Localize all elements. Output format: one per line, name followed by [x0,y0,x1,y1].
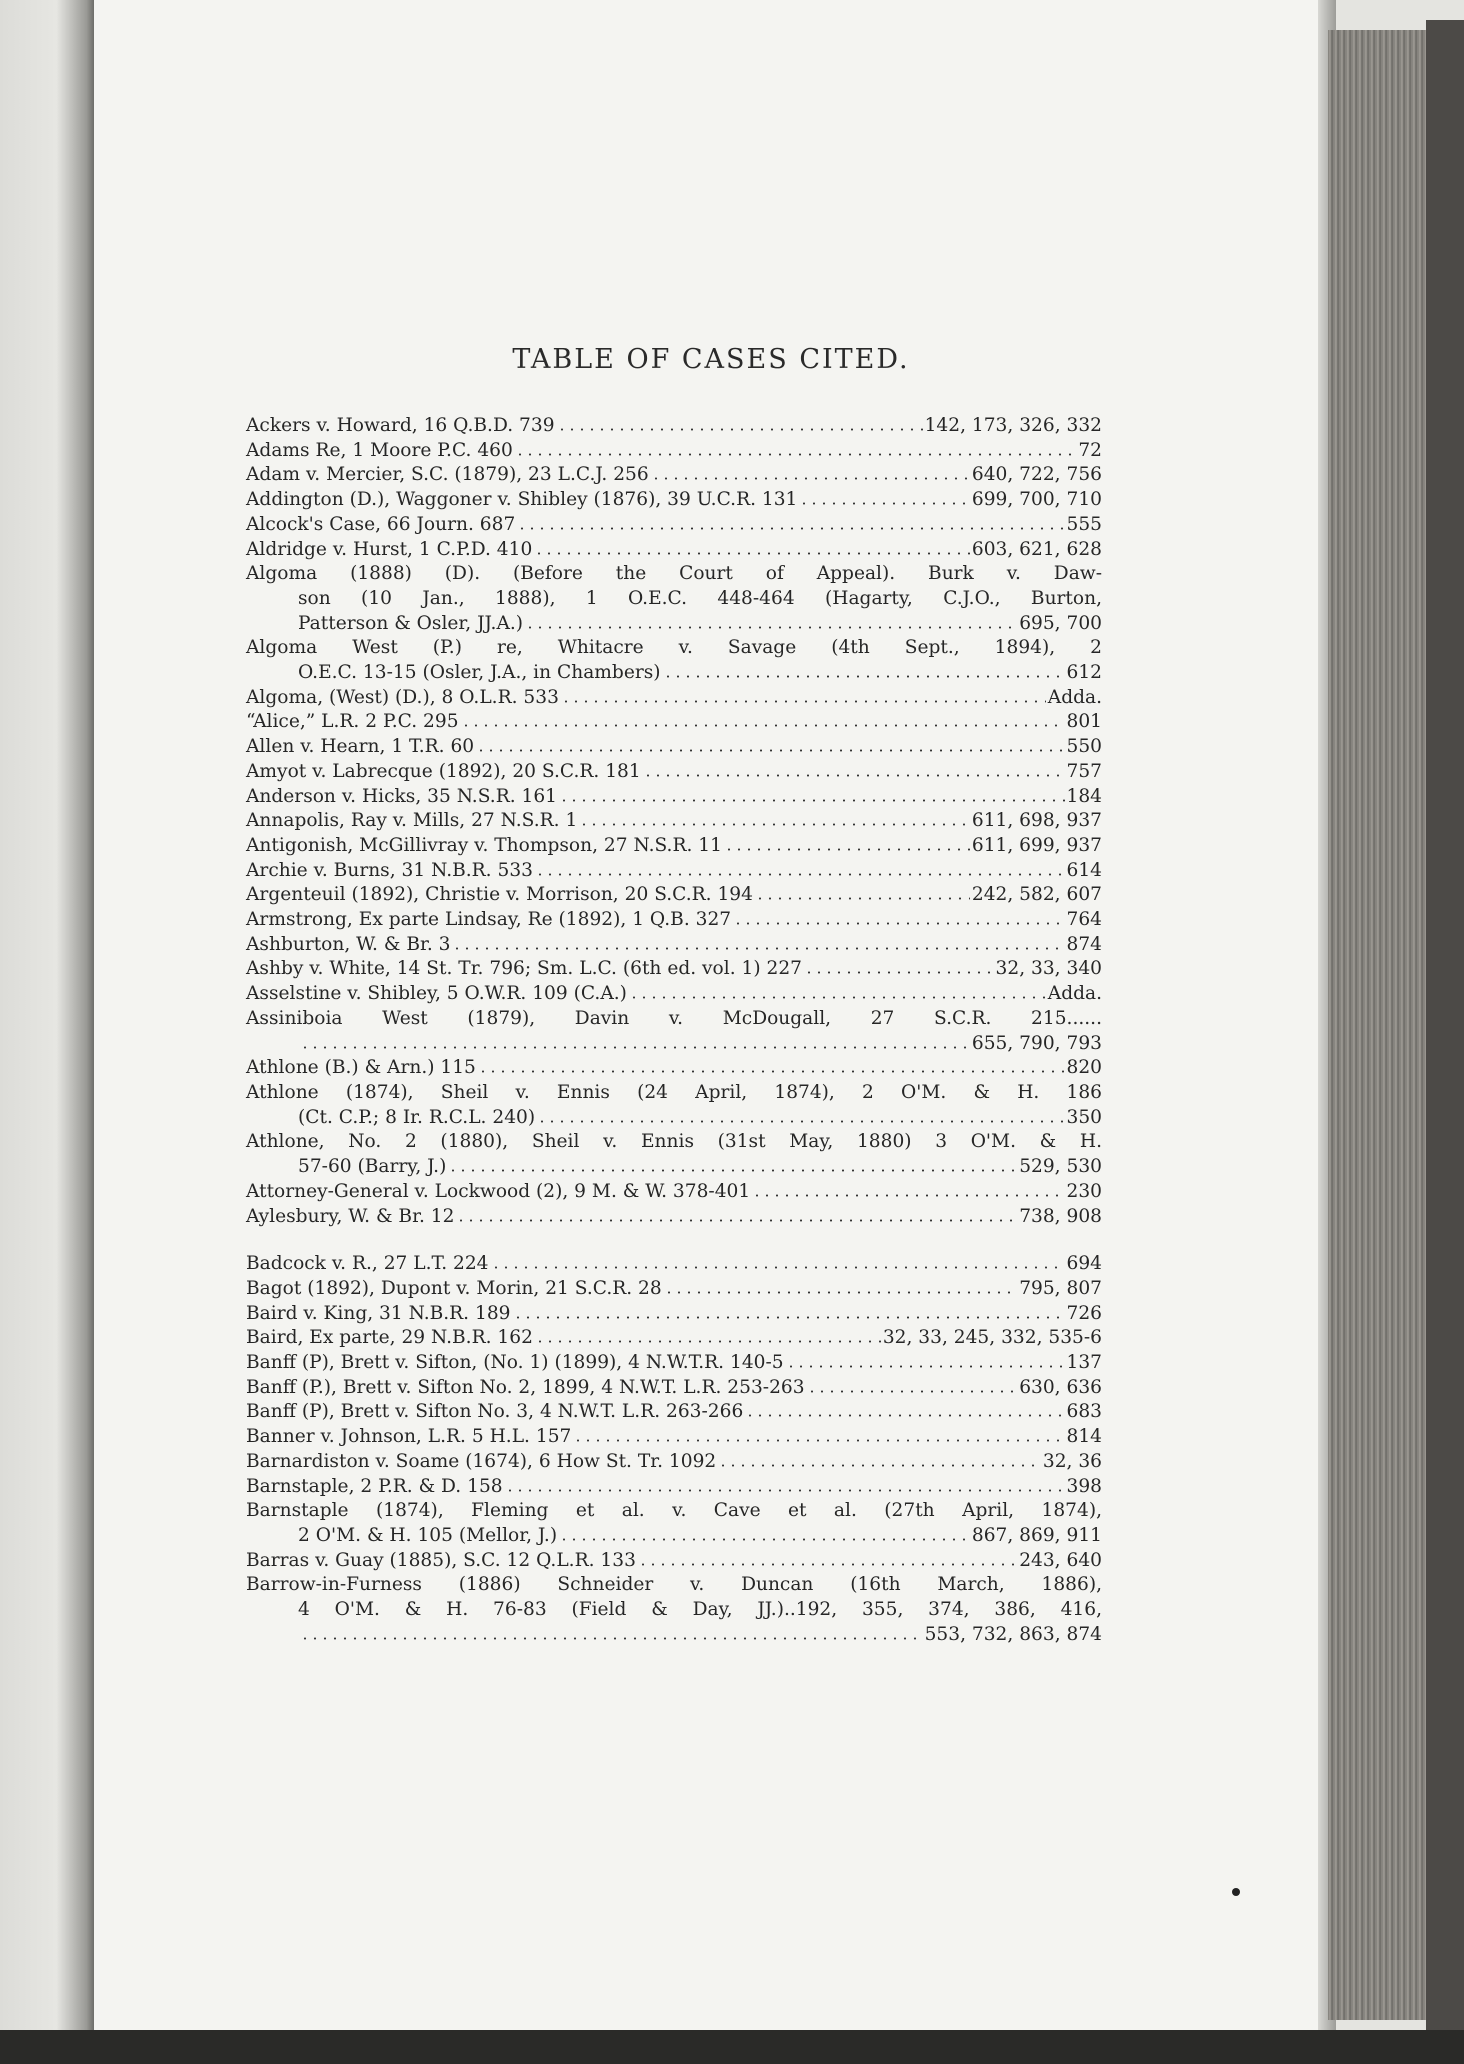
case-line [246,834,1102,859]
page-references: 874 [1066,933,1102,955]
book-page-edges [1328,30,1438,2020]
dot-leader [456,1214,1017,1222]
case-citation: Bagot (1892), Dupont v. Morin, 21 S.C.R. 28 [246,1277,662,1299]
case-line [246,982,1102,1007]
case-citation: Asselstine v. Shibley, 5 O.W.R. 109 (C.A.) [246,983,627,1005]
page-references: 820 [1066,1057,1102,1079]
case-entry [246,1302,1102,1327]
case-continuation-line [246,612,1102,637]
dot-leader [629,991,1046,999]
case-line [246,1180,1102,1205]
page-references: 529, 530 [1019,1156,1102,1178]
page-references: 814 [1066,1426,1102,1448]
dot-leader [559,1533,970,1541]
dot-leader [505,1484,1065,1492]
case-citation: Algoma West (P.) re, Whitacre v. Savage (4th Sept., 1894), 2 [246,637,1102,659]
page-references: 32, 33, 340 [995,958,1102,980]
dot-leader [478,1065,1065,1073]
case-line [246,538,1102,563]
case-entry [246,562,1102,636]
case-line [246,710,1102,735]
dot-leader [579,818,970,826]
case-continuation-line [246,1598,1102,1623]
case-line [246,1056,1102,1081]
case-entry [246,513,1102,538]
dot-leader [638,1558,1017,1566]
case-continuation-line [246,1032,1102,1057]
case-citation: O.E.C. 13-15 (Osler, J.A., in Chambers) [298,662,661,684]
dot-leader [515,448,1077,456]
dot-leader [799,497,970,505]
dot-leader [461,719,1065,727]
case-line [246,1475,1102,1500]
case-line [246,957,1102,982]
dot-leader [535,868,1065,876]
dot-leader [733,917,1064,925]
case-citation: Assiniboia West (1879), Davin v. McDougall, 27 S.C.R. 215...... [246,1007,1102,1029]
case-entry [246,538,1102,563]
case-citation: Ashby v. White, 14 St. Tr. 796; Sm. L.C. (6th ed. vol. 1) 227 [246,958,802,980]
case-citation: Argenteuil (1892), Christie v. Morrison, 20 S.C.R. 194 [246,884,753,906]
case-line [246,1351,1102,1376]
case-citation: 57-60 (Barry, J.) [298,1156,447,1178]
dot-leader [559,794,1065,802]
case-line [246,414,1102,439]
page-references: 611, 699, 937 [971,834,1102,856]
page-references: 612 [1066,662,1102,684]
case-entry [246,1130,1102,1179]
case-citation: Barras v. Guay (1885), S.C. 12 Q.L.R. 133 [246,1549,636,1571]
page-references: 142, 173, 326, 332 [924,415,1102,436]
case-line [246,933,1102,958]
case-citation: Aylesbury, W. & Br. 12 [246,1205,455,1227]
dot-leader [557,423,923,431]
case-line [246,908,1102,933]
case-citation: Barnstaple (1874), Fleming et al. v. Cave et al. (27th April, 1874), [246,1500,1102,1522]
page-references: 553, 732, 863, 874 [924,1623,1102,1645]
case-line [246,1400,1102,1425]
case-line [246,513,1102,538]
case-citation: Attorney-General v. Lockwood (2), 9 M. & W. 378-401 [246,1180,751,1202]
case-entry [246,1056,1102,1081]
case-citation: Algoma, (West) (D.), 8 O.L.R. 533 [246,686,559,708]
case-citation: Archie v. Burns, 31 N.B.R. 533 [246,859,533,881]
dot-leader [476,744,1064,752]
page-references: 550 [1066,736,1102,758]
dot-leader [745,1409,1064,1417]
case-line [246,1007,1102,1032]
case-citation: 4 O'M. & H. 76-83 (Field & Day, JJ.)..192, 355, 374, 386, 416, [298,1599,1102,1621]
case-citation: Ackers v. Howard, 16 Q.B.D. 739 [246,415,555,436]
case-citation: Barnardiston v. Soame (1674), 6 How St. Tr. 1092 [246,1450,717,1472]
case-citation: Allen v. Hearn, 1 T.R. 60 [246,736,475,758]
case-line [246,785,1102,810]
dot-leader [525,621,1017,629]
case-citation: “Alice,” L.R. 2 P.C. 295 [246,711,459,733]
case-line [246,463,1102,488]
case-citation: son (10 Jan., 1888), 1 O.E.C. 448-464 (Hagarty, C.J.O., Burton, [298,587,1102,609]
dot-leader [448,1164,1017,1172]
case-entry [246,933,1102,958]
dot-leader [513,1311,1065,1319]
case-line [246,1130,1102,1155]
case-continuation-line [246,661,1102,686]
case-entry [246,463,1102,488]
case-continuation-line [246,1155,1102,1180]
case-entry [246,1549,1102,1574]
dot-leader [718,1459,1041,1467]
case-citation: Armstrong, Ex parte Lindsay, Re (1892), 1 Q.B. 327 [246,909,732,931]
case-line [246,1081,1102,1106]
case-citation: Athlone, No. 2 (1880), Sheil v. Ennis (31st May, 1880) 3 O'M. & H. [246,1131,1102,1153]
dot-leader [452,942,1064,950]
case-citation: Badcock v. R., 27 L.T. 224 [246,1253,489,1275]
page-references: 795, 807 [1019,1277,1102,1299]
page-references: 350 [1066,1106,1102,1128]
case-entry [246,785,1102,810]
case-entry [246,1007,1102,1056]
case-entry [246,636,1102,685]
case-line [246,1573,1102,1598]
page-references: 757 [1066,760,1102,782]
dot-leader [300,1041,970,1049]
page-references: 611, 698, 937 [971,810,1102,832]
case-line [246,859,1102,884]
case-continuation-line [246,1106,1102,1131]
case-entry [246,809,1102,834]
dot-leader [300,1632,923,1640]
case-entry [246,735,1102,760]
dot-leader [517,522,1064,530]
case-line [246,760,1102,785]
case-citation: Barrow-in-Furness (1886) Schneider v. Duncan (16th March, 1886), [246,1574,1102,1596]
case-entry [246,883,1102,908]
case-entry [246,1573,1102,1647]
case-citation: Adams Re, 1 Moore P.C. 460 [246,439,513,461]
case-entry [246,1400,1102,1425]
dot-leader [573,1434,1064,1442]
case-entry [246,957,1102,982]
page-references: 32, 36 [1042,1450,1102,1472]
dot-leader [752,1189,1064,1197]
dot-leader [643,769,1065,777]
book-left-edge [0,0,94,2064]
case-entry [246,1081,1102,1130]
case-citation: Ashburton, W. & Br. 3 [246,933,451,955]
case-entry [246,982,1102,1007]
book-cover-edge [1426,20,1464,2030]
case-entry [246,1450,1102,1475]
case-citation: (Ct. C.P.; 8 Ir. R.C.L. 240) [298,1106,536,1128]
page-references: 72 [1078,439,1102,461]
dot-leader [534,547,970,555]
page-references: 230 [1066,1180,1102,1202]
case-line [246,1549,1102,1574]
case-entry [246,1180,1102,1205]
case-entry [246,834,1102,859]
page-references: 137 [1066,1352,1102,1374]
case-line [246,1376,1102,1401]
case-entry [246,1326,1102,1351]
case-entry [246,908,1102,933]
page-references: Adda. [1047,983,1102,1005]
case-line [246,883,1102,908]
dot-leader [807,1385,1018,1393]
case-citation: Annapolis, Ray v. Mills, 27 N.S.R. 1 [246,810,578,832]
dot-leader [561,695,1046,703]
case-entry [246,414,1102,439]
case-continuation-line [246,587,1102,612]
page-references: 398 [1066,1475,1102,1497]
page-references: 184 [1066,785,1102,807]
page-references: Adda. [1047,686,1102,708]
case-citation: Athlone (B.) & Arn.) 115 [246,1057,476,1079]
case-entry [246,439,1102,464]
page-references: 640, 722, 756 [971,464,1102,486]
page-references: 694 [1066,1253,1102,1275]
case-entry [246,859,1102,884]
case-citation: Amyot v. Labrecque (1892), 20 S.C.R. 181 [246,760,641,782]
case-citation: Antigonish, McGillivray v. Thompson, 27 N.S.R. 11 [246,834,722,856]
case-entry [246,1376,1102,1401]
dot-leader [491,1261,1065,1269]
page-title: TABLE OF CASES CITED. [512,344,910,375]
page-references: 738, 908 [1019,1205,1102,1227]
case-entry [246,1475,1102,1500]
dot-leader [664,1286,1017,1294]
case-citation: Banff (P), Brett v. Sifton, (No. 1) (1899), 4 N.W.T.R. 140-5 [246,1352,784,1374]
case-line [246,1302,1102,1327]
case-citation: 2 O'M. & H. 105 (Mellor, J.) [298,1524,558,1546]
case-line [246,636,1102,661]
case-line [246,1326,1102,1351]
case-citation: Banner v. Johnson, L.R. 5 H.L. 157 [246,1426,572,1448]
page-references: 801 [1066,711,1102,733]
case-continuation-line [246,1623,1102,1648]
page-references: 630, 636 [1019,1376,1102,1398]
case-entry [246,1252,1102,1277]
dot-leader [724,843,970,851]
case-citation: Adam v. Mercier, S.C. (1879), 23 L.C.J. 256 [246,464,649,486]
case-line [246,686,1102,711]
case-entry [246,1351,1102,1376]
page-references: 764 [1066,909,1102,931]
case-entry [246,488,1102,513]
case-line [246,488,1102,513]
page-references: 683 [1066,1401,1102,1423]
case-citation: Patterson & Osler, JJ.A.) [298,612,524,634]
case-line [246,809,1102,834]
case-line [246,1499,1102,1524]
case-entry [246,1499,1102,1548]
page-references: 655, 790, 793 [971,1032,1102,1054]
page-references: 32, 33, 245, 332, 535-6 [882,1327,1102,1349]
dot-leader [804,966,994,974]
case-line [246,1205,1102,1230]
page-references: 603, 621, 628 [971,538,1102,560]
case-continuation-line [246,1524,1102,1549]
case-citation: Anderson v. Hicks, 35 N.S.R. 161 [246,785,557,807]
table-of-cases [246,414,1102,1647]
case-citation: Alcock's Case, 66 Journ. 687 [246,513,516,535]
section-gap [246,1229,1102,1252]
case-line [246,1450,1102,1475]
dot-leader [537,1115,1064,1123]
case-citation: Aldridge v. Hurst, 1 C.P.D. 410 [246,538,533,560]
case-entry [246,686,1102,711]
page-references: 555 [1066,513,1102,535]
scan-speck [1232,1888,1240,1896]
case-citation: Barnstaple, 2 P.R. & D. 158 [246,1475,503,1497]
case-citation: Athlone (1874), Sheil v. Ennis (24 April, 1874), 2 O'M. & H. 186 [246,1081,1102,1103]
page-references: 614 [1066,859,1102,881]
dot-leader [755,892,970,900]
page-references: 867, 869, 911 [971,1524,1102,1546]
page-references: 242, 582, 607 [971,884,1102,906]
case-line [246,735,1102,760]
case-line [246,562,1102,587]
case-line [246,1277,1102,1302]
page-references: 243, 640 [1019,1549,1102,1571]
case-entry [246,1425,1102,1450]
page-references: 695, 700 [1019,612,1102,634]
case-citation: Addington (D.), Waggoner v. Shibley (1876), 39 U.C.R. 131 [246,489,798,511]
page-references: 726 [1066,1302,1102,1324]
case-line [246,1425,1102,1450]
case-entry [246,1277,1102,1302]
scan-bottom-border [0,2030,1464,2064]
dot-leader [663,670,1065,678]
case-citation: Algoma (1888) (D). (Before the Court of Appeal). Burk v. Daw- [246,563,1102,585]
case-citation: Banff (P.), Brett v. Sifton No. 2, 1899, 4 N.W.T. L.R. 253-263 [246,1376,805,1398]
case-entry [246,710,1102,735]
dot-leader [535,1335,881,1343]
case-line [246,439,1102,464]
dot-leader [651,472,970,480]
case-citation: Baird, Ex parte, 29 N.B.R. 162 [246,1327,533,1349]
case-entry [246,1205,1102,1230]
dot-leader [786,1360,1065,1368]
case-line [246,1252,1102,1277]
page-references: 699, 700, 710 [971,489,1102,511]
case-citation: Baird v. King, 31 N.B.R. 189 [246,1302,511,1324]
case-entry [246,760,1102,785]
case-citation: Banff (P), Brett v. Sifton No. 3, 4 N.W.T. L.R. 263-266 [246,1401,744,1423]
